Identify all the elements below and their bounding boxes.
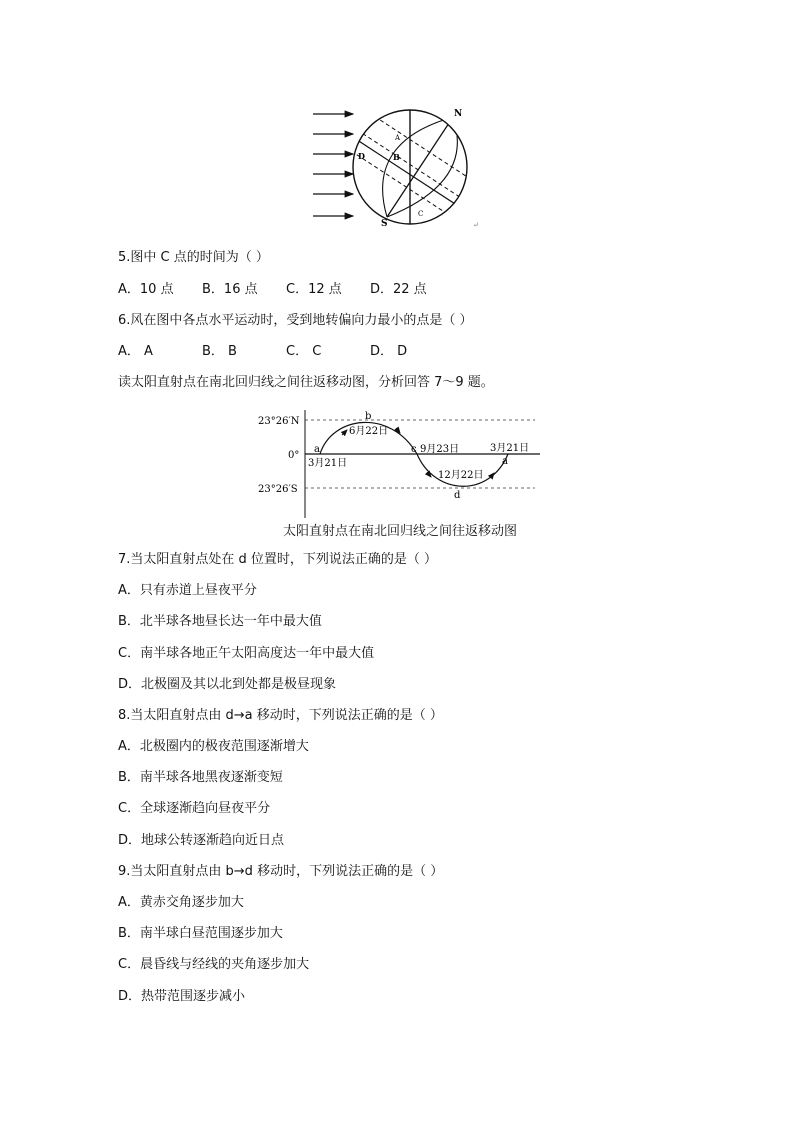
q5-option-c: C．12 点 xyxy=(286,282,342,297)
q9-option-a: A．黄赤交角逐步加大 xyxy=(118,895,244,910)
sun-migration-figure xyxy=(250,406,550,524)
label-s: S xyxy=(381,219,388,229)
q7-option-c: C．南半球各地正午太阳高度达一年中最大值 xyxy=(118,646,375,661)
q5-option-b: B．16 点 xyxy=(202,282,258,297)
point-b: b xyxy=(365,411,372,422)
q7-stem: 7.当太阳直射点处在 d 位置时，下列说法正确的是（ ） xyxy=(118,552,438,567)
q9-option-d: D．热带范围逐步减小 xyxy=(118,989,246,1004)
ylabel-north: 23°26′N xyxy=(258,416,300,427)
q6-option-a: A． A xyxy=(118,344,153,359)
ylabel-equator: 0° xyxy=(288,450,300,461)
q8-option-d: D．地球公转逐渐趋向近日点 xyxy=(118,833,285,848)
point-a-left: a xyxy=(314,444,320,455)
q8-option-c: C．全球逐渐趋向昼夜平分 xyxy=(118,801,271,816)
q6-option-d: D． D xyxy=(370,344,408,359)
point-a-right: a xyxy=(502,456,508,467)
q8-stem: 8.当太阳直射点由 d→a 移动时，下列说法正确的是（ ） xyxy=(118,708,443,723)
date-sep23: 9月23日 xyxy=(420,444,460,455)
sun-rays xyxy=(313,114,353,216)
q9-stem: 9.当太阳直射点由 b→d 移动时，下列说法正确的是（ ） xyxy=(118,864,444,879)
date-jun22: 6月22日 xyxy=(349,426,389,437)
q6-options xyxy=(118,344,407,360)
date-mar21-right: 3月21日 xyxy=(490,443,530,454)
label-c: C xyxy=(418,210,424,218)
q7-option-d: D．北极圈及其以北到处都是极昼现象 xyxy=(118,677,337,692)
globe-illumination-figure xyxy=(305,102,495,232)
ylabel-south: 23°26′S xyxy=(258,484,298,495)
direction-arrow-1 xyxy=(342,430,347,435)
date-dec22: 12月22日 xyxy=(438,470,484,481)
date-mar21-left: 3月21日 xyxy=(308,458,348,469)
q6-stem: 6.风在图中各点水平运动时，受到地转偏向力最小的点是（ ） xyxy=(118,313,473,328)
q7-option-a: A．只有赤道上昼夜平分 xyxy=(118,583,257,598)
q9-option-b: B．南半球白昼范围逐步加大 xyxy=(118,926,283,941)
q8-option-b: B．南半球各地黑夜逐渐变短 xyxy=(118,770,283,785)
q5-options xyxy=(118,282,427,298)
figure2-caption: 太阳直射点在南北回归线之间往返移动图 xyxy=(282,524,517,539)
q7-option-b: B．北半球各地昼长达一年中最大值 xyxy=(118,614,322,629)
point-c: c xyxy=(411,444,417,455)
q6-option-b: B． B xyxy=(202,344,237,359)
point-d: d xyxy=(454,490,461,501)
q9-option-c: C．晨昏线与经线的夹角逐步加大 xyxy=(118,957,310,972)
q8-option-a: A．北极圈内的极夜范围逐渐增大 xyxy=(118,739,309,754)
label-d: D xyxy=(358,151,365,161)
label-n: N xyxy=(454,109,463,119)
q6-option-c: C． C xyxy=(286,344,322,359)
q5-option-d: D．22 点 xyxy=(370,282,427,297)
earth-axis xyxy=(387,117,453,217)
label-b: B xyxy=(393,152,400,162)
q5-option-a: A．10 点 xyxy=(118,282,174,297)
intro-text: 读太阳直射点在南北回归线之间往返移动图，分析回答 7～9 题。 xyxy=(118,375,494,390)
label-a: A xyxy=(395,134,401,142)
q5-stem: 5.图中 C 点的时间为（ ） xyxy=(118,250,269,265)
return-mark: ↵ xyxy=(473,221,479,229)
